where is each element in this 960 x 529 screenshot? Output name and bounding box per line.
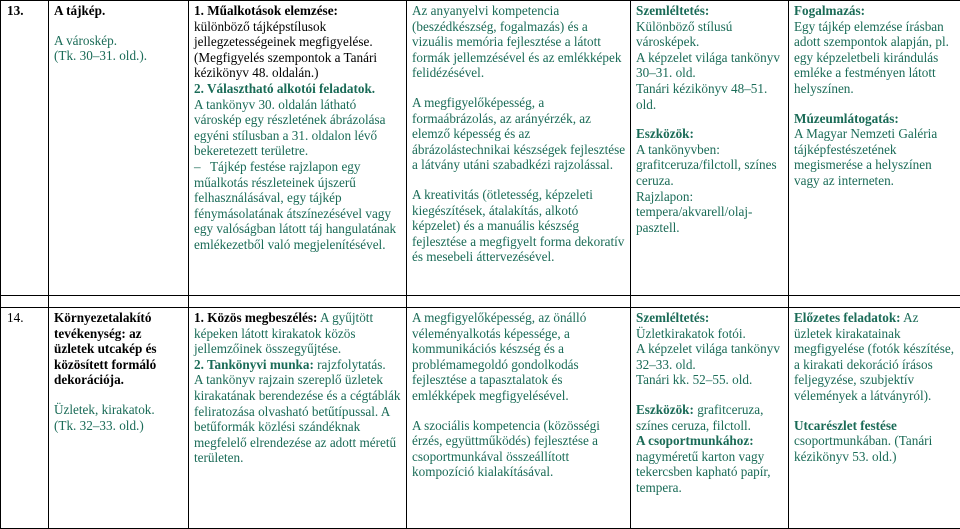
- notes-heading-2: Múzeumlátogatás:: [794, 110, 899, 126]
- table-row: [1, 308, 960, 529]
- tools-cell: [631, 308, 789, 529]
- tools-text-1: Különböző stílusú városképek.: [636, 18, 733, 50]
- row-number: 13.: [1, 1, 49, 296]
- activities-cell: [189, 308, 407, 529]
- tools-heading-2: Eszközök:: [636, 126, 694, 142]
- topic-title: A tájkép.: [54, 3, 106, 18]
- tools-heading-3: A csoportmunkához:: [636, 433, 754, 449]
- row-spacer: [1, 296, 960, 308]
- topic-title: Környezetalakító tevékenység: az üzletek utcakép és közösített formáló dekorációja.: [54, 310, 157, 388]
- tools-text-5: nagyméretű karton vagy tekercsben kapható papír, tempera.: [636, 448, 771, 495]
- activities-cell: [189, 1, 407, 296]
- notes-text-2: csoportmunkában. (Tanári kézikönyv 53. old.): [794, 433, 933, 464]
- activity-2-text: A tankönyv rajzain szereplő üzletek kirakatának berendezése és a cégtáblák feliratozása olvasható betűtípussal. A betűformák közlési szándéknak megfelelő elrendezése az adott méretű területen.: [194, 372, 401, 466]
- tools-text-4: A tankönyvben: grafitceruza/filctoll, színes ceruza.: [636, 141, 777, 188]
- competence-1: A megfigyelőképesség, az önálló véleményalkotás képessége, a kommunikációs készség és a problémamegoldó gondolkodás fejlesztése a tapasztalatok és emlékképek megfigyelésével.: [412, 310, 587, 403]
- activity-1-heading: 1. Műalkotások elemzése:: [194, 3, 338, 18]
- activity-1: 1. Közös megbeszélés: A gyűjtött képeken látott kirakatok közös jellemzőinek összegyűjtése.: [194, 310, 374, 357]
- tools-text-5: Rajzlapon: tempera/akvarell/olaj-pasztell.: [636, 188, 753, 235]
- activity-2a-text: A tankönyv 30. oldalán látható városkép egy részletének ábrázolása egyéni stílusban a 31. oldalon lévő bekeretezett területre.: [194, 96, 386, 159]
- notes-heading-2: Utcarészlet festése: [794, 417, 897, 433]
- notes-text-2: A Magyar Nemzeti Galéria tájképfestészetének megismerése a helyszínen vagy az interneten.: [794, 126, 938, 188]
- competence-2: A szociális kompetencia (közösségi érzés, együttműködés) fejlesztése a csoportmunkával összeállított kompozíció kialakításával.: [412, 417, 600, 480]
- notes-cell: [789, 1, 960, 296]
- topic-cell: [49, 1, 189, 296]
- tools-text-2: A képzelet világa tankönyv 32–33. old.: [636, 341, 780, 372]
- tools-cell: [631, 1, 789, 296]
- notes-line-1: Előzetes feladatok: Az üzletek kirakatainak megfigyelése (fotók készítése, a kirakati dekoráció írásos feljegyzése, szubjektív vélemények a látványról).: [794, 310, 955, 403]
- topic-cell: [49, 308, 189, 529]
- notes-heading-1: Fogalmazás:: [794, 3, 866, 18]
- topic-reference: (Tk. 30–31. old.).: [54, 48, 148, 64]
- activity-1-text: különböző tájképstílusok jellegzetességeinek megfigyelése. (Megfigyelés szempontok a Tanári kézikönyv 48. oldalán.): [194, 18, 378, 81]
- tools-text-2: A képzelet világa tankönyv 30–31. old.: [636, 49, 780, 81]
- topic-subtitle: Üzletek, kirakatok.: [54, 401, 155, 417]
- competence-1: Az anyanyelvi kompetencia (beszédkészség, fogalmazás) és a vizuális memória fejlesztése a látott formák jellemzésével és az emlékképek felidézésével.: [412, 3, 622, 81]
- row-number: 14.: [1, 308, 49, 529]
- tools-line-4: Eszközök: grafitceruza, színes ceruza, filctoll.: [636, 401, 764, 433]
- tools-text-3: Tanári kézikönyv 48–51. old.: [636, 80, 768, 112]
- notes-cell: [789, 308, 960, 529]
- tools-text-3: Tanári kk. 52–55. old.: [636, 372, 753, 388]
- notes-text-1: Egy tájkép elemzése írásban adott szempontok alapján, pl. egy képzeletbeli kirándulás emléke a festményen látott helyszínen.: [794, 18, 949, 96]
- activity-2: 2. Tankönyvi munka: rajzfolytatás.: [194, 356, 386, 372]
- tools-heading-1: Szemléltetés:: [636, 310, 710, 325]
- topic-subtitle: A városkép.: [54, 32, 117, 48]
- activity-2-heading: 2. Választható alkotói feladatok.: [194, 80, 376, 96]
- activity-2b: – Tájkép festése rajzlapon egy műalkotás részleteinek újszerű felhasználásával, egy tájkép fénymásolatának átszínezésével vagy egy valóságban látott táj hangulatának emlékezetből való megjelenítésével.: [194, 158, 397, 252]
- competence-cell: [407, 308, 631, 529]
- competence-cell: [407, 1, 631, 296]
- competence-3: A kreativitás (ötletesség, képzeleti kiegészítések, átalakítás, alkotó képzelet) és a manuális készség fejlesztése a megfigyelt forma dekoratív és mesebeli áttervezésével.: [412, 186, 625, 265]
- competence-2: A megfigyelőképesség, a formaábrázolás, az arányérzék, az elemző képesség és az ábrázolástechnikai készségek fejlesztése a látvány utáni szabadkézi rajzolással.: [412, 94, 626, 173]
- tools-heading-1: Szemléltetés:: [636, 3, 710, 18]
- topic-reference: (Tk. 32–33. old.): [54, 417, 144, 433]
- tools-text-1: Üzletkirakatok fotói.: [636, 325, 746, 341]
- table-row: [1, 1, 960, 296]
